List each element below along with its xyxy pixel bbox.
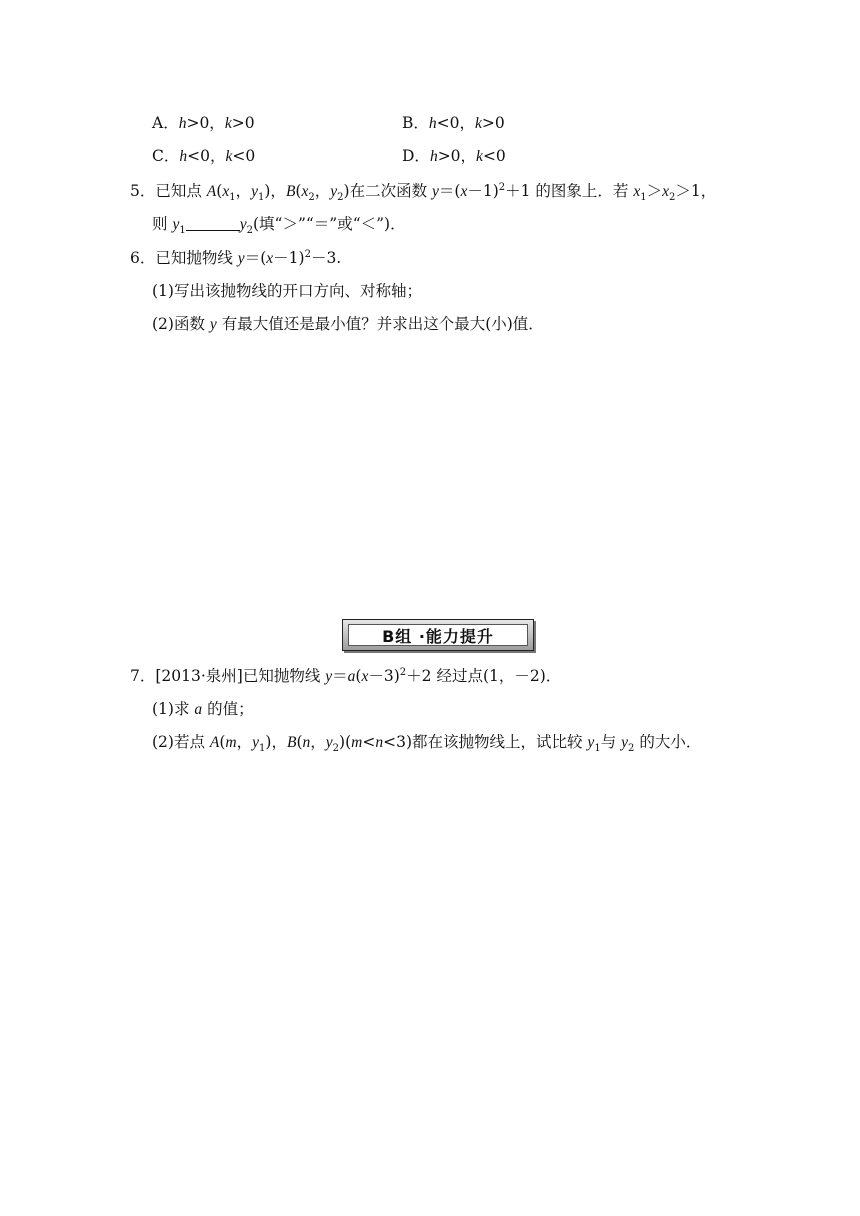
- question-6-part-1: (1)写出该抛物线的开口方向、对称轴；: [152, 282, 422, 300]
- question-6-part-2: (2)函数 y 有最大值还是最小值？并求出这个最大(小)值．: [152, 315, 544, 333]
- option-b: B．h<0，k>0: [402, 114, 505, 132]
- option-a: A．h>0，k>0: [152, 114, 255, 132]
- answer-blank[interactable]: [186, 216, 240, 231]
- question-7-line-1: 7．[2013·泉州]已知抛物线 $y=a(x-3)^2+2$ 经过点(1，－2)．: [130, 666, 562, 685]
- question-7-part-1: (1)求 a 的值；: [152, 700, 254, 718]
- option-c: C．h<0，k<0: [152, 147, 256, 165]
- section-banner: [342, 619, 534, 651]
- question-7-part-2: (2)若点 A(m，$y_1$)，B(n，$y_2)(m<n<3)$都在该抛物线上，试比较 $y_1$与 $y_2$ 的大小．: [152, 733, 702, 755]
- question-6-line-1: 6．已知抛物线 $y=(x-1)^2-3$.: [130, 248, 342, 267]
- question-5-line-1: 5．已知点 $A(x_1$，$y_1$)，$B(x_2$，$y_2$)在二次函数 $y=(x-1)^2+1$ 的图象上．若 $x_1>x_2>1$，: [130, 181, 717, 204]
- section-title: B组 ·能力提升: [348, 624, 528, 646]
- question-5-line-2: 则 $y_1$ $y_2$(填“＞”“＝”或“＜”)．: [152, 215, 406, 237]
- option-d: D．h>0，k<0: [402, 147, 506, 165]
